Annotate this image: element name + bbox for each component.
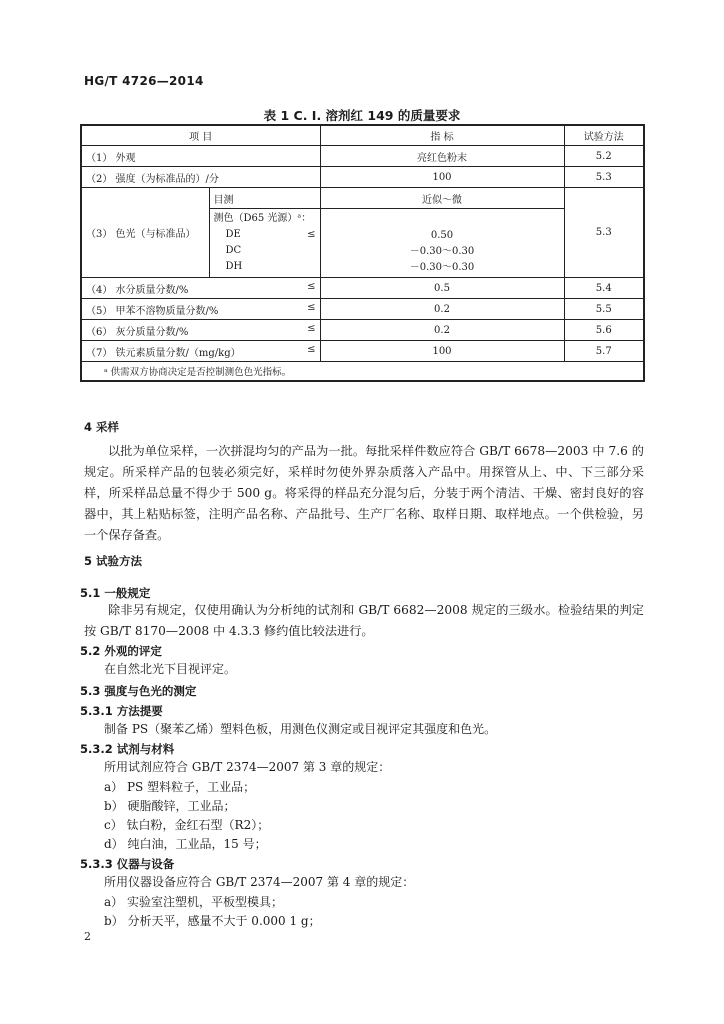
row-label: （2） 强度（为标准品的）/分 <box>81 167 320 188</box>
row-label: （4） 水分质量分数/% ≤ <box>81 278 320 299</box>
comparator: ≤ <box>307 322 316 334</box>
row-value: 亮红色粉末 <box>320 146 564 167</box>
comparator: ≤ <box>307 301 316 313</box>
instrument-values <box>320 209 564 278</box>
section-5-3-3-paragraph: 所用仪器设备应符合 GB/T 2374—2007 第 4 章的规定： <box>104 875 415 889</box>
table-row <box>81 341 644 362</box>
section-4-heading: 4 采样 <box>84 420 120 434</box>
comparator: ≤ <box>307 343 316 355</box>
header-item: 项 目 <box>81 125 320 146</box>
section-5-1-heading: 5.1 一般规定 <box>80 586 151 600</box>
table-title: 表 1 C. I. 溶剂红 149 的质量要求 <box>263 108 461 123</box>
row-value: 100 <box>320 341 564 362</box>
quality-requirements-table <box>80 124 645 382</box>
dc-label: DC <box>225 245 242 256</box>
table-row <box>81 299 644 320</box>
table-row <box>81 320 644 341</box>
instrument-sub-cell <box>209 209 320 278</box>
list-item: c） 钛白粉，金红石型（R2）； <box>104 818 270 832</box>
standard-id: HG/T 4726—2014 <box>84 74 204 88</box>
dh-value: －0.30～0.30 <box>409 262 475 273</box>
list-item: d） 纯白油，工业品，15 号； <box>104 837 267 851</box>
row-method: 5.7 <box>564 341 644 362</box>
color-method: 5.3 <box>564 188 644 278</box>
list-item: a） 实验室注塑机，平板型模具； <box>104 895 283 909</box>
row-value: 0.5 <box>320 278 564 299</box>
de-comparator: ≤ <box>307 229 316 240</box>
list-item: b） 分析天平，感量不大于 0.000 1 g； <box>104 914 321 928</box>
row-value: 0.2 <box>320 320 564 341</box>
row-value: 100 <box>320 167 564 188</box>
section-5-3-3-heading: 5.3.3 仪器与设备 <box>80 857 175 871</box>
row-label: （6） 灰分质量分数/% ≤ <box>81 320 320 341</box>
row-method: 5.5 <box>564 299 644 320</box>
section-4-paragraph: 以批为单位采样，一次拼混均匀的产品为一批。每批采样件数应符合 GB/T 6678—2003 中 7.6 的规定。所采样产品的包装必须完好，采样时勿使外界杂质落入产品中。用探管从上、中、下三部分采样，所采样品总量不得少于 500 g。将采得的样品充分混匀后，分装于两个清洁、干燥、密封良好的容器中，其上粘贴标签，注明产品名称、产品批号、生产厂名称、取样日期、取样地点。一个供检验，另一个保存备查。 <box>84 444 644 542</box>
de-value: 0.50 <box>430 230 454 241</box>
instrument-sub-label: 测色（D65 光源）ᵃ： <box>213 213 312 224</box>
section-5-3-1-heading: 5.3.1 方法提要 <box>80 704 163 718</box>
section-5-2-paragraph: 在自然北光下目视评定。 <box>104 662 237 676</box>
list-item: b） 硬脂酸锌，工业品； <box>104 799 236 813</box>
comparator: ≤ <box>307 280 316 292</box>
color-row-visual <box>81 188 644 209</box>
visual-sub-label: 目测 <box>209 188 320 209</box>
section-5-3-2-paragraph: 所用试剂应符合 GB/T 2374—2007 第 3 章的规定： <box>104 760 391 774</box>
table-row <box>81 278 644 299</box>
list-item: a） PS 塑料粒子，工业品； <box>104 780 256 794</box>
page-number: 2 <box>84 930 91 943</box>
section-5-3-2-heading: 5.3.2 试剂与材料 <box>80 742 175 756</box>
row-method: 5.4 <box>564 278 644 299</box>
table-row <box>81 167 644 188</box>
row-label: （1） 外观 <box>81 146 320 167</box>
dh-label: DH <box>225 261 243 272</box>
header-method: 试验方法 <box>564 125 644 146</box>
section-5-3-heading: 5.3 强度与色光的测定 <box>80 684 197 698</box>
color-row-label: （3） 色光（与标准品） <box>81 188 209 278</box>
de-label: DE <box>225 229 241 240</box>
section-5-3-1-paragraph: 制备 PS（聚苯乙烯）塑料色板，用测色仪测定或目视评定其强度和色光。 <box>104 722 497 736</box>
dc-value: －0.30～0.30 <box>409 246 475 257</box>
row-method: 5.6 <box>564 320 644 341</box>
section-5-heading: 5 试验方法 <box>84 554 143 568</box>
visual-value: 近似～微 <box>320 188 564 209</box>
section-5-1-paragraph: 除非另有规定，仅使用确认为分析纯的试剂和 GB/T 6682—2008 规定的三级水。检验结果的判定按 GB/T 8170—2008 中 4.3.3 修约值比较法进行。 <box>84 603 644 638</box>
section-5-2-heading: 5.2 外观的评定 <box>80 644 162 658</box>
row-method: 5.2 <box>564 146 644 167</box>
table-row <box>81 146 644 167</box>
row-value: 0.2 <box>320 299 564 320</box>
row-label: （5） 甲苯不溶物质量分数/% ≤ <box>81 299 320 320</box>
footnote-row <box>81 362 644 382</box>
header-index: 指 标 <box>320 125 564 146</box>
row-label: （7） 铁元素质量分数/（mg/kg） ≤ <box>81 341 320 362</box>
row-method: 5.3 <box>564 167 644 188</box>
table-footnote: ᵃ 供需双方协商决定是否控制测色色光指标。 <box>81 362 644 382</box>
table-header-row <box>81 125 644 146</box>
